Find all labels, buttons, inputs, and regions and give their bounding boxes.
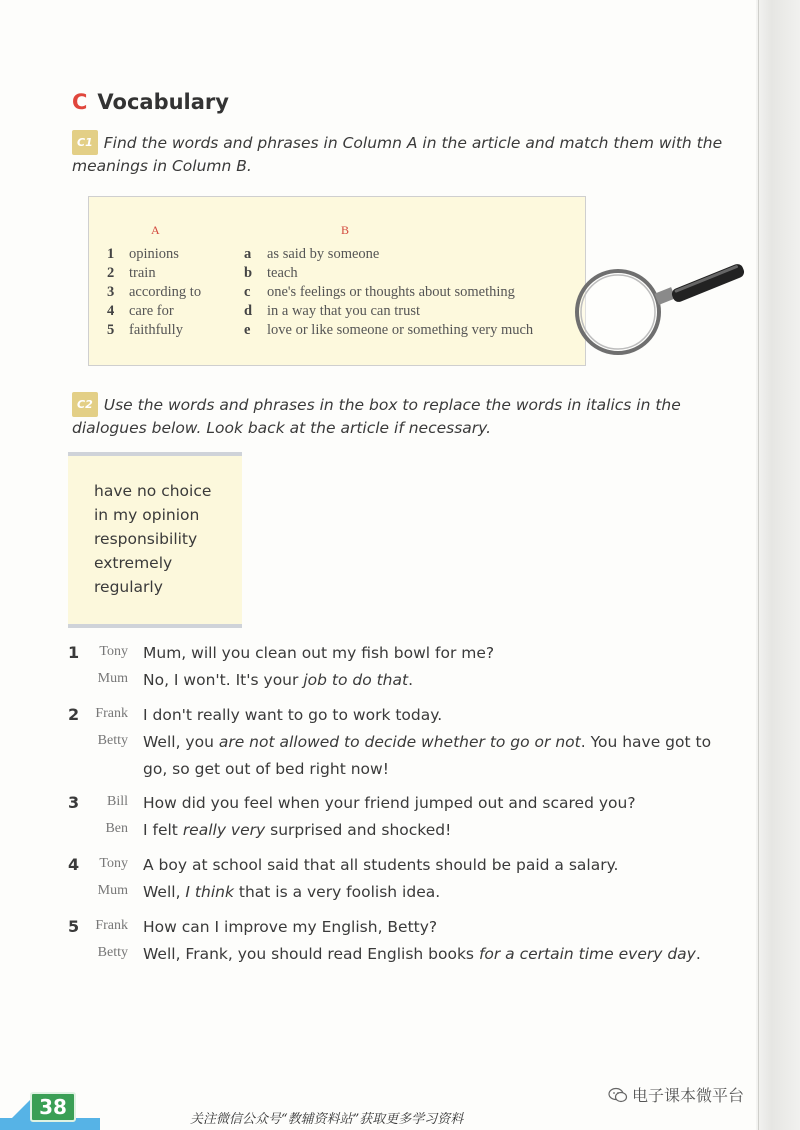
speaker-name: Mum [97, 671, 128, 686]
section-title [72, 90, 229, 114]
speaker-name: Mum [97, 883, 128, 898]
italic-phrase: I think [185, 883, 234, 901]
speaker-name: Ben [105, 821, 128, 836]
footer-note: 关注微信公众号“教辅资料站”获取更多学习资料 [190, 1112, 464, 1127]
dialogue-number: 3 [68, 793, 80, 812]
dialogue-line: How can I improve my English, Betty? [143, 918, 438, 936]
c1-instruction-text: Find the words and phrases in Column A in the article and match them with the meanings in Column B. [72, 134, 723, 175]
dialogue-line: How did you feel when your friend jumped out and scared you? [143, 794, 636, 812]
watermark [608, 1083, 744, 1106]
column-b-letter: d [244, 303, 253, 319]
c1-tag: C1 [72, 130, 98, 155]
dialogue-line: Well, I think that is a very foolish idea. [143, 883, 441, 901]
column-a-number: 4 [107, 303, 115, 319]
speaker-name: Betty [97, 733, 128, 748]
dialogue-number: 4 [68, 855, 80, 874]
dialogue-line: I don't really want to go to work today. [143, 706, 443, 724]
wechat-icon [608, 1087, 628, 1103]
column-b-letter: a [244, 246, 252, 262]
column-a-number: 1 [107, 246, 115, 262]
dialogue-line: Mum, will you clean out my fish bowl for me? [143, 644, 495, 662]
column-a-term: train [129, 265, 156, 281]
section-letter: C [72, 90, 88, 114]
magnifying-glass-icon [570, 262, 750, 362]
book-spine-shadow [756, 0, 800, 1130]
box-word: extremely [94, 554, 173, 572]
dialogue-line: Well, you are not allowed to decide whether to go or not. You have got to [143, 733, 712, 751]
c2-instruction-text: Use the words and phrases in the box to replace the words in italics in the dialogues below. Look back at the article if necessary. [72, 396, 681, 437]
italic-phrase: for a certain time every day [478, 945, 696, 963]
italic-phrase: job to do that [303, 671, 409, 689]
column-a-number: 5 [107, 322, 115, 338]
dialogue-line: Well, Frank, you should read English books for a certain time every day. [143, 945, 701, 963]
box-word: have no choice [94, 482, 212, 500]
column-b-meaning: as said by someone [267, 246, 380, 262]
matching-box [88, 196, 586, 366]
column-b-meaning: teach [267, 265, 298, 281]
word-box [68, 452, 242, 628]
column-a-term: care for [129, 303, 174, 319]
page-number: 38 [30, 1092, 76, 1122]
column-a-number: 3 [107, 284, 115, 300]
italic-phrase: are not allowed to decide whether to go or not [218, 733, 581, 751]
c2-instruction [72, 392, 732, 440]
column-a-term: opinions [129, 246, 179, 262]
column-b-letter: c [244, 284, 251, 300]
column-b-letter: b [244, 265, 253, 281]
column-b-letter: e [244, 322, 251, 338]
section-title-text: Vocabulary [97, 90, 229, 114]
column-b-heading: B [341, 223, 350, 237]
dialogue-number: 5 [68, 917, 80, 936]
column-a-term: faithfully [129, 322, 183, 338]
dialogue-line: A boy at school said that all students should be paid a salary. [143, 856, 619, 874]
dialogue-number: 1 [68, 643, 80, 662]
speaker-name: Bill [106, 794, 128, 809]
column-b-meaning: love or like someone or something very much [267, 322, 534, 338]
column-b-meaning: in a way that you can trust [267, 303, 421, 319]
box-word: responsibility [94, 530, 198, 548]
speaker-name: Tony [99, 856, 128, 871]
speaker-name: Frank [95, 918, 128, 933]
dialogue-number: 2 [68, 705, 80, 724]
italic-phrase: really very [182, 821, 266, 839]
column-a-number: 2 [107, 265, 115, 281]
c1-instruction [72, 130, 732, 178]
spine-line [758, 0, 759, 1130]
column-b-meaning: one's feelings or thoughts about something [267, 284, 515, 300]
speaker-name: Frank [95, 706, 128, 721]
speaker-name: Tony [99, 644, 128, 659]
column-a-term: according to [129, 284, 202, 300]
speaker-name: Betty [97, 945, 128, 960]
column-a-heading: A [151, 223, 160, 237]
watermark-text: 电子课本微平台 [632, 1086, 745, 1105]
box-word: in my opinion [94, 506, 200, 524]
c2-tag: C2 [72, 392, 98, 417]
box-word: regularly [94, 578, 163, 596]
dialogue-line: No, I won't. It's your job to do that. [143, 671, 414, 689]
dialogue-line: I felt really very surprised and shocked! [143, 821, 452, 839]
dialogue-line-continued: go, so get out of bed right now! [143, 760, 389, 778]
